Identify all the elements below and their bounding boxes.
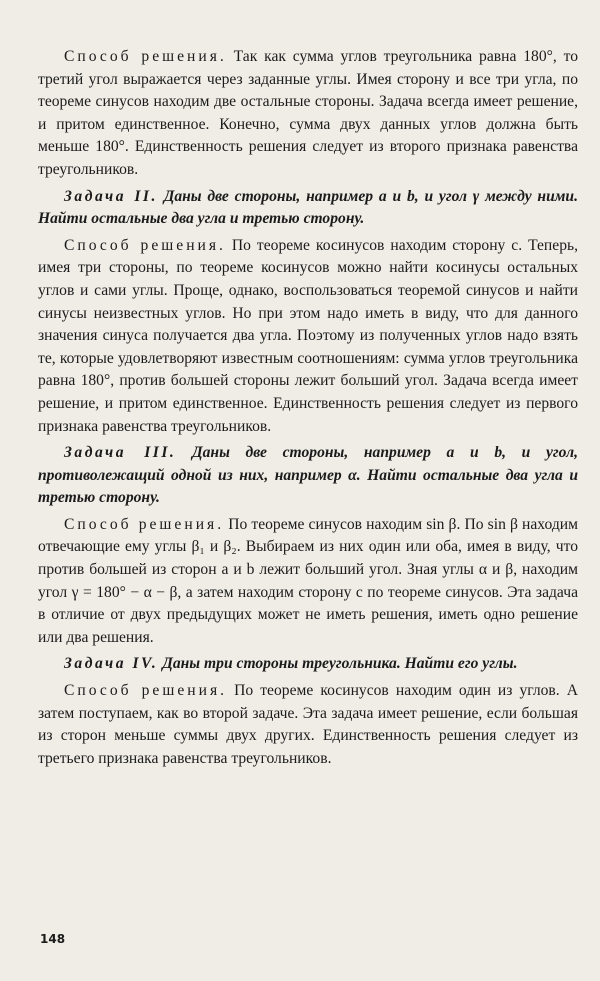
task-label: Задача IV.	[64, 655, 159, 673]
paragraph-solution-3	[38, 514, 578, 650]
paragraph-lead: Способ решения.	[64, 48, 227, 65]
paragraph-task-4	[38, 653, 578, 676]
paragraph-task-2	[38, 186, 578, 231]
task-label: Задача III.	[64, 444, 177, 462]
task-text: Даны две стороны, например a и b, и угол γ между ними. Найти остальные два угла и третью сторону.	[38, 187, 578, 228]
paragraph-solution-2	[38, 235, 578, 438]
page-number: 148	[40, 932, 66, 946]
paragraph-solution-1	[38, 46, 578, 182]
paragraph-text: Так как сумма углов треугольника равна 180°, то третий угол выражается через заданные углы. Имея сторону и все три угла, по теореме синусов находим две остальные стороны. Задача всегда имеет решение, и притом единственное. Конечно, сумма двух данных углов должна быть меньше 180°. Единственность решения следует из второго признака равенства треугольников.	[38, 48, 578, 178]
paragraph-lead: Способ решения.	[64, 515, 225, 533]
paragraph-text: По теореме косинусов находим сторону c. Теперь, имея три стороны, по теореме косинусов можно найти косинусы остальных углов и сами углы. Проще, однако, воспользоваться теоремой синусов и найти синусы неизвестных углов. Но при этом надо иметь в виду, что для данного значения синуса получается два угла. Поэтому из полученных углов надо взять те, которые удовлетворяют известным соотношениям: сумма углов треугольника равна 180°, против большей стороны лежит больший угол. Задача всегда имеет решение, и притом единственное. Единственность решения следует из первого признака равенства треугольников.	[38, 236, 578, 435]
paragraph-solution-4	[38, 680, 578, 770]
paragraph-text: По теореме косинусов находим один из углов. А затем поступаем, как во второй задаче. Эта задача имеет решение, если большая из сторон меньше суммы двух других. Единственность решения следует из третьего признака равенства треугольников.	[38, 682, 579, 767]
paragraph-task-3	[38, 442, 578, 510]
task-label: Задача II.	[64, 187, 158, 205]
paragraph-text: По теореме синусов находим sin β. По sin β находим отвечающие ему углы β₁ и β₂. Выбираем из них один или оба, имея в виду, что против большей из сторон a и b лежит больший угол. Зная углы α и β, находим угол γ = 180° − α − β, а затем находим сторону c по теореме синусов. Эта задача в отличие от двух предыдущих может не иметь решения, иметь одно решение или два решения.	[38, 515, 578, 646]
paragraph-lead: Способ решения.	[64, 236, 226, 254]
paragraph-lead: Способ решения.	[64, 682, 228, 700]
task-text: Даны две стороны, например a и b, и угол, противолежащий одной из них, например α. Найти остальные два угла и третью сторону.	[38, 444, 578, 507]
task-text: Даны три стороны треугольника. Найти его углы.	[158, 655, 518, 673]
